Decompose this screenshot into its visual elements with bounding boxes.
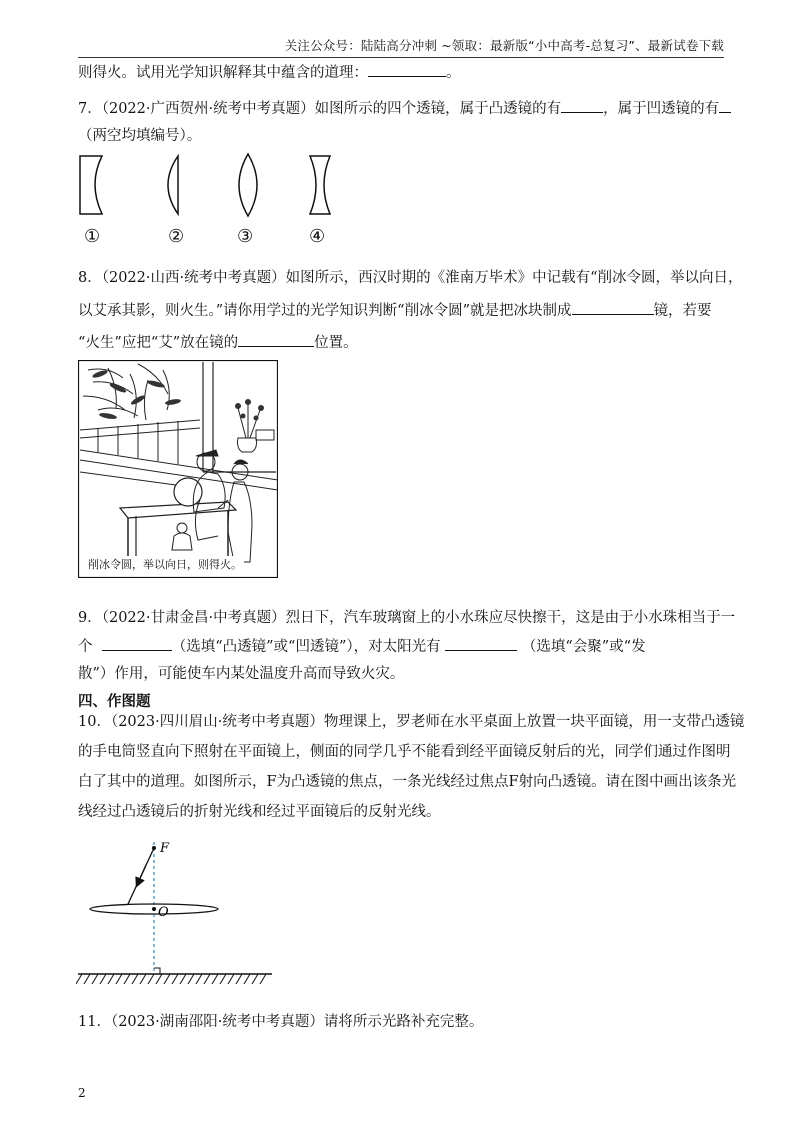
- q7-line-1: 7．（2022·广西贺州·统考中考真题）如图所示的四个透镜，属于凸透镜的有 ，属于凹透镜的有: [78, 98, 731, 119]
- q9-effect-blank[interactable]: [445, 636, 517, 651]
- q7-line-2: （两空均填编号）。: [78, 128, 202, 144]
- lens-3: [239, 154, 257, 216]
- page-number: 2: [78, 1086, 86, 1100]
- q6-tail-line: 则得火。试用光学知识解释其中蕴含的道理： 。: [78, 62, 461, 83]
- page-header: 关注公众号：陆陆高分冲刺 ~领取：最新版“小中高考-总复习”、最新试卷下载: [78, 36, 724, 58]
- q10-line-4: 线经过凸透镜后的折射光线和经过平面镜后的反射光线。: [78, 804, 441, 820]
- lens-label-1: ①: [84, 226, 101, 247]
- q10-line-1: 10．（2023·四川眉山·统考中考真题）物理课上，罗老师在水平桌面上放置一块平面镜，用一支带凸透镜: [78, 714, 745, 730]
- optical-center: [152, 907, 156, 911]
- ancient-illustration: [78, 360, 278, 578]
- lens-mirror-diagram: [76, 834, 276, 996]
- q8-line-3: “火生”应把“艾”放在镜的 位置。: [78, 332, 358, 353]
- label-o: O: [158, 905, 169, 920]
- lens-1: [80, 156, 102, 214]
- right-angle-mark: [154, 968, 160, 974]
- mirror-hatching: [76, 974, 266, 984]
- q10-line-2: 的手电筒竖直向下照射在平面镜上，侧面的同学几乎不能看到经平面镜反射后的光，同学们通过作图明: [78, 744, 731, 760]
- lens-2: [168, 156, 178, 214]
- q7-convex-blank[interactable]: [561, 98, 603, 113]
- lens-label-3: ③: [237, 226, 254, 247]
- q8-position-blank[interactable]: [238, 332, 314, 347]
- q6-answer-blank[interactable]: [368, 62, 446, 77]
- lens-4: [310, 156, 330, 214]
- q9-line-1: 9．（2022·甘肃金昌·中考真题）烈日下，汽车玻璃窗上的小水珠应尽快擦干，这是由于小水珠相当于一: [78, 610, 736, 626]
- label-f: F: [160, 841, 170, 856]
- q11-line: 11．（2023·湖南邵阳·统考中考真题）请将所示光路补充完整。: [78, 1014, 484, 1030]
- q9-line-3: 散”）作用，可能使车内某处温度升高而导致火灾。: [78, 666, 405, 682]
- lens-label-2: ②: [168, 226, 185, 247]
- lens-label-4: ④: [309, 226, 326, 247]
- q9-lens-blank[interactable]: [102, 636, 172, 651]
- q9-line-2: 个 （选填“凸透镜”或“凹透镜”），对太阳光有 （选填“会聚”或“发: [78, 636, 646, 657]
- q8-lens-blank[interactable]: [572, 300, 654, 315]
- lens-figure: [70, 148, 350, 220]
- q10-line-3: 白了其中的道理。如图所示，F为凸透镜的焦点，一条光线经过焦点F射向凸透镜。请在图中画出该条光: [78, 774, 737, 790]
- q8-line-2: 以艾承其影，则火生。”请你用学过的光学知识判断“削冰令圆”就是把冰块制成 镜，若要: [78, 300, 712, 321]
- illustration-caption: 削冰令圆，举以向日，则得火。: [88, 558, 242, 571]
- q7-concave-blank[interactable]: [719, 98, 731, 113]
- section-4-title: 四、作图题: [78, 694, 151, 710]
- q8-line-1: 8．（2022·山西·统考中考真题）如图所示，西汉时期的《淮南万毕术》中记载有“削冰令圆，举以向日，: [78, 270, 743, 286]
